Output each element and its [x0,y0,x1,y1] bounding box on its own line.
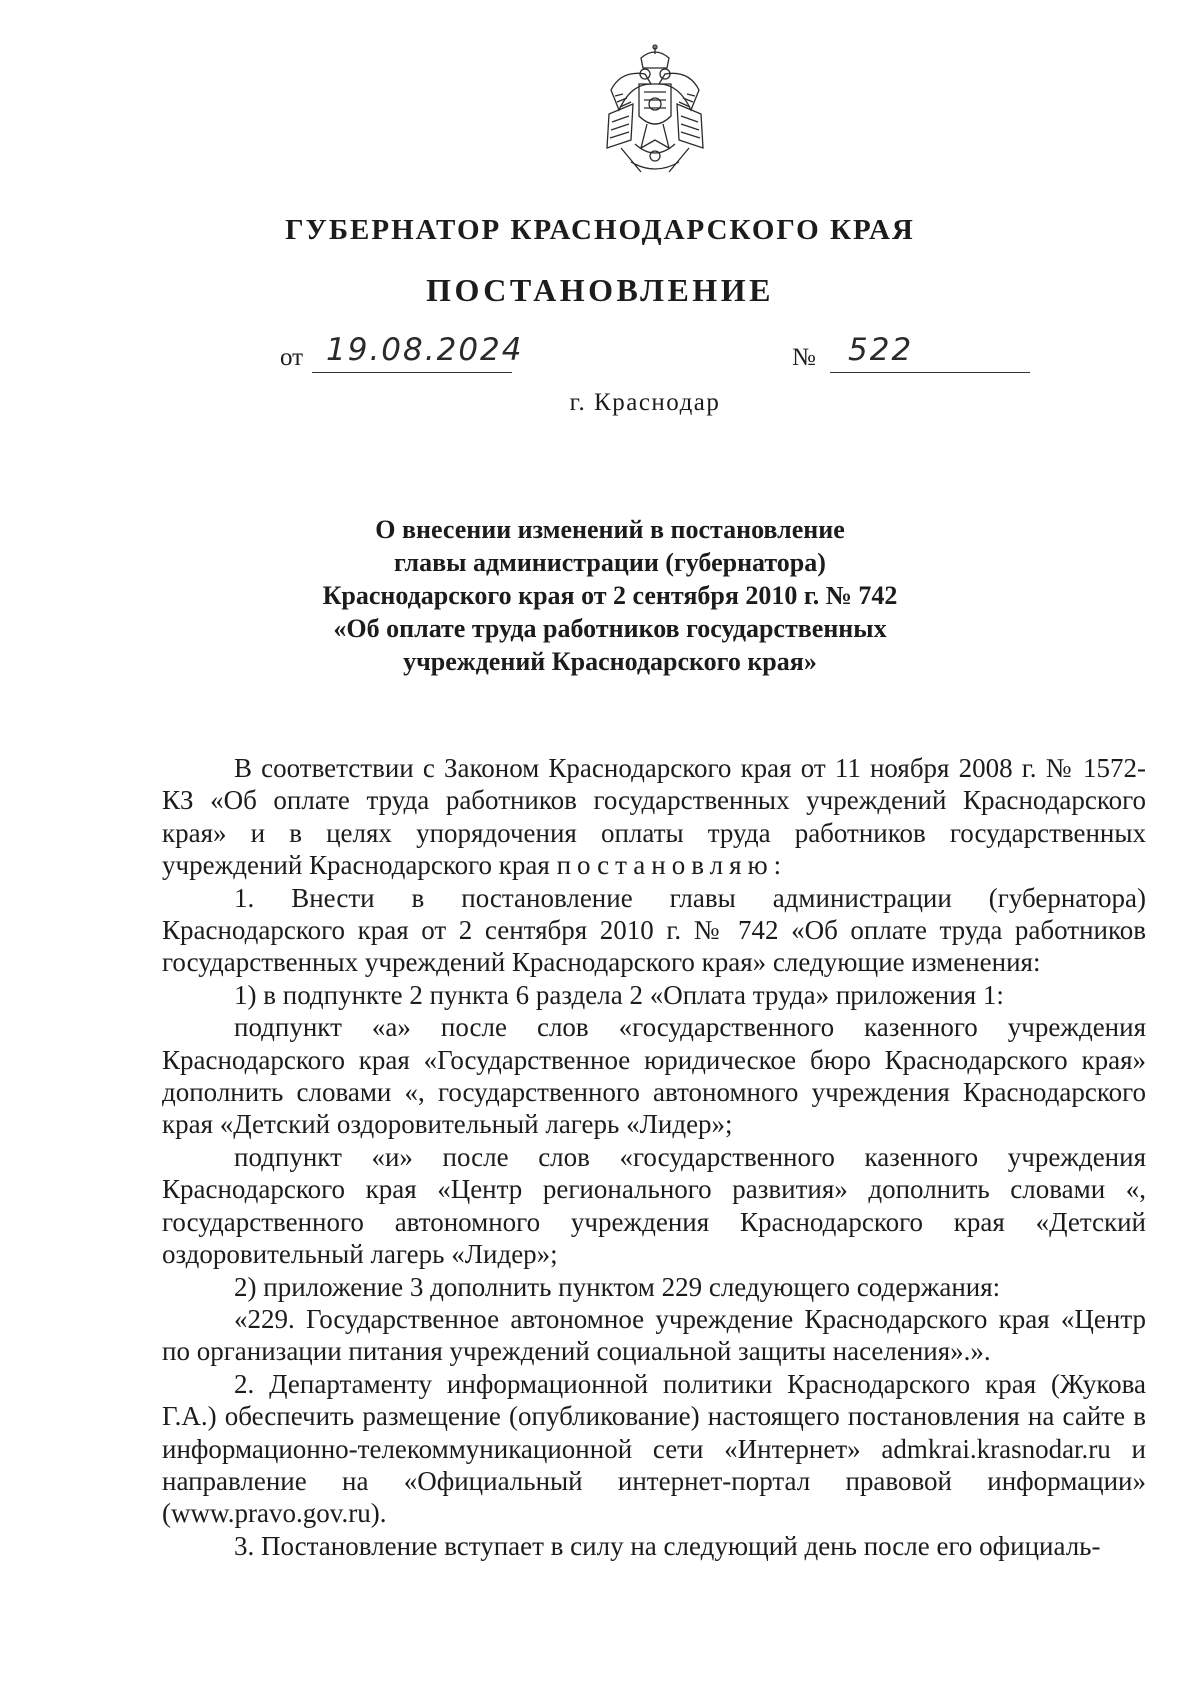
paragraph-item-3: 3. Постановление вступает в силу на следующий день после его официаль- [234,1530,1101,1561]
preamble-paragraph [162,752,1146,882]
number-field [830,332,1030,373]
paragraph-subitem-i: подпункт «и» после слов «государственного казенного учреждения Краснодарского края «Центр регионального развития» дополнить словами «, государственного автономного учреждения Краснодарского края «Детский оздоровительный лагерь «Лидер»; [162,1141,1146,1270]
title-line: Краснодарского края от 2 сентября 2010 г. № 742 [322,581,898,610]
paragraph-subitem-a: подпункт «а» после слов «государственного казенного учреждения Краснодарского края «Государственное юридическое бюро Краснодарского края» дополнить словами «, государственного автономного учреждения Краснодарского края «Детский оздоровительный лагерь «Лидер»; [162,1012,1146,1140]
paragraph-item-229: «229. Государственное автономное учреждение Краснодарского края «Центр по организации питания учреждений социальной защиты населения».». [162,1303,1146,1367]
document-type: ПОСТАНОВЛЕНИЕ [426,272,774,308]
paragraph-item-1: 1. Внести в постановление главы администрации (губернатора) Краснодарского края от 2 сентября 2010 г. № 742 «Об оплате труда работников государственных учреждений Краснодарского края» следующие изменения: [162,882,1146,978]
title-line: «Об оплате труда работников государственных [333,614,887,643]
decree-word: постановляю: [556,850,788,881]
title-line: главы администрации (губернатора) [394,548,826,577]
date-field [312,332,524,373]
paragraph-item-1-1: 1) в подпункте 2 пункта 6 раздела 2 «Оплата труда» приложения 1: [234,979,1004,1010]
title-line: О внесении изменений в постановление [375,515,845,544]
city: г. Краснодар [569,389,721,416]
document-title [250,513,970,678]
coat-of-arms-icon [601,44,709,180]
title-line: учреждений Краснодарского края» [403,647,817,676]
date-prefix: от [280,344,304,371]
paragraph-item-2: 2. Департаменту информационной политики Краснодарского края (Жукова Г.А.) обеспечить размещение (опубликование) настоящего постановления на сайте в информационно-телекоммуникационной сети «Интернет» admkrai.krasnodar.ru и направление на «Официальный интернет-портал правовой информации» (www.pravo.gov.ru). [162,1368,1146,1529]
date-number-row [280,332,1040,378]
document-date: 19.08.2024 [326,332,524,368]
paragraph-item-1-2: 2) приложение 3 дополнить пунктом 229 следующего содержания: [234,1271,1001,1302]
document-body [162,752,1146,1562]
issuing-authority: ГУБЕРНАТОР КРАСНОДАРСКОГО КРАЯ [285,214,915,246]
number-prefix: № [792,344,816,371]
document-number: 522 [848,332,914,368]
preamble-text: В соответствии с Законом Краснодарского края от 11 ноября 2008 г. № 1572-КЗ «Об оплате труда работников государственных учреждений Краснодарского края» и в целях упорядочения оплаты труда работников государственных учреждений Краснодарского края [162,753,1146,881]
